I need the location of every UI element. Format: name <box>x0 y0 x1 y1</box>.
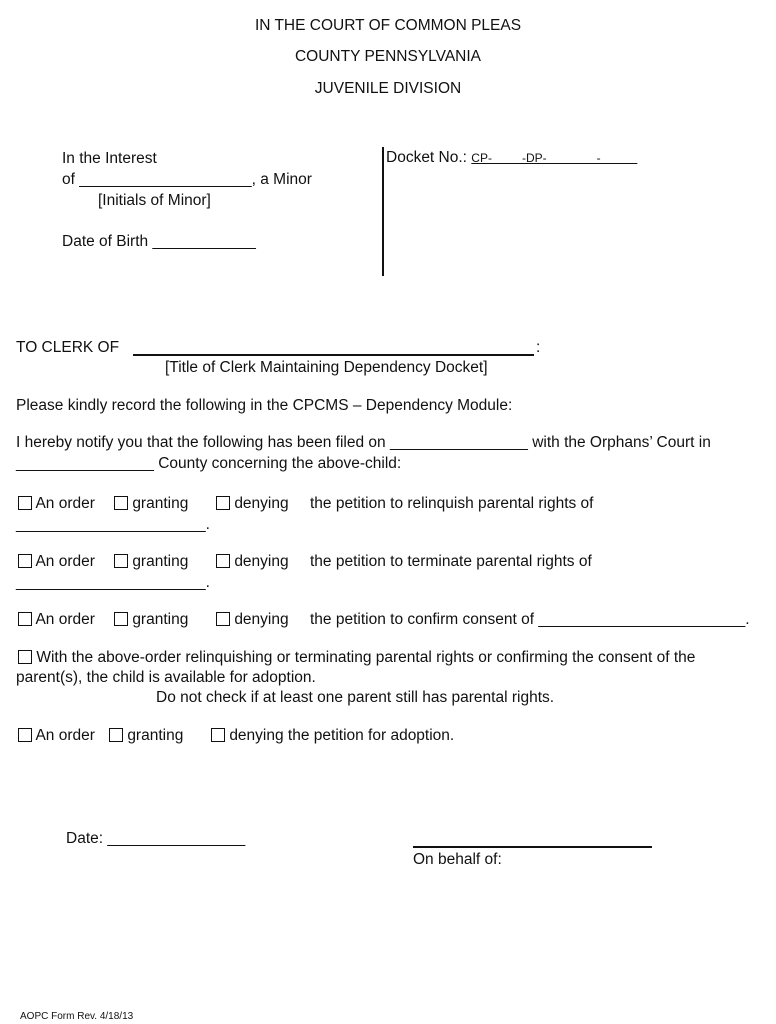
available-checkbox[interactable] <box>18 650 32 664</box>
relinquish-granting-checkbox[interactable] <box>114 496 128 510</box>
form-revision: AOPC Form Rev. 4/18/13 <box>20 1011 134 1022</box>
initials-note: [Initials of Minor] <box>98 192 211 209</box>
terminate-granting-row <box>114 553 188 571</box>
granting-label: granting <box>132 495 189 512</box>
an-order-label: An order <box>35 495 95 512</box>
confirm-order-row <box>18 611 95 629</box>
available-line-2: parent(s), the child is available for adoption. <box>16 669 316 686</box>
adoption-denying-checkbox[interactable] <box>211 728 225 742</box>
caption-divider <box>382 147 384 276</box>
granting-label: granting <box>127 727 184 744</box>
signature-line <box>413 846 652 848</box>
confirm-granting-row <box>114 611 188 629</box>
relinquish-text: the petition to relinquish parental rights of <box>310 495 594 512</box>
interest-line-1: In the Interest <box>62 150 157 167</box>
an-order-label: An order <box>35 727 95 744</box>
to-clerk-label: TO CLERK OF <box>16 339 120 356</box>
relinquish-order-checkbox[interactable] <box>18 496 32 510</box>
request-text: Please kindly record the following in the CPCMS – Dependency Module: <box>16 397 513 414</box>
relinquish-order-row <box>18 495 95 513</box>
confirm-granting-checkbox[interactable] <box>114 612 128 626</box>
terminate-order-checkbox[interactable] <box>18 554 32 568</box>
denying-label: denying <box>234 495 289 512</box>
confirm-text: the petition to confirm consent of ________________________. <box>310 611 750 628</box>
court-title: IN THE COURT OF COMMON PLEAS <box>254 17 522 34</box>
terminate-granting-checkbox[interactable] <box>114 554 128 568</box>
terminate-denying-checkbox[interactable] <box>216 554 230 568</box>
adoption-granting-checkbox[interactable] <box>109 728 123 742</box>
available-row <box>18 649 695 667</box>
relinquish-granting-row <box>114 495 188 513</box>
adoption-order-checkbox[interactable] <box>18 728 32 742</box>
docket-value: CP- -DP- - <box>471 151 638 165</box>
date-of-birth: Date of Birth ____________ <box>62 233 256 250</box>
relinquish-blank: ______________________. <box>16 516 210 533</box>
available-note: Do not check if at least one parent still has parental rights. <box>156 689 555 706</box>
clerk-title-note: [Title of Clerk Maintaining Dependency Docket] <box>165 359 488 376</box>
an-order-label: An order <box>35 611 95 628</box>
terminate-blank: ______________________. <box>16 574 210 591</box>
terminate-denying-row <box>216 553 289 571</box>
adoption-denying-row <box>211 727 454 745</box>
division-title: JUVENILE DIVISION <box>314 80 462 97</box>
granting-label: granting <box>132 553 189 570</box>
adoption-text: denying the petition for adoption. <box>229 727 455 744</box>
clerk-colon: : <box>536 339 541 356</box>
available-line-1: With the above-order relinquishing or terminating parental rights or confirming the consent of the <box>36 649 696 666</box>
clerk-title-line <box>133 354 534 356</box>
docket-label: Docket No.: <box>386 149 467 166</box>
confirm-denying-row <box>216 611 289 629</box>
date-field: Date: ________________ <box>66 830 246 847</box>
adoption-order-row <box>18 727 95 745</box>
adoption-granting-row <box>109 727 183 745</box>
confirm-order-checkbox[interactable] <box>18 612 32 626</box>
relinquish-denying-checkbox[interactable] <box>216 496 230 510</box>
confirm-denying-checkbox[interactable] <box>216 612 230 626</box>
notify-line-2: ________________ County concerning the above-child: <box>16 455 402 472</box>
terminate-order-row <box>18 553 95 571</box>
interest-line-2: of ____________________, a Minor <box>62 171 312 188</box>
relinquish-denying-row <box>216 495 289 513</box>
terminate-text: the petition to terminate parental rights of <box>310 553 592 570</box>
denying-label: denying <box>234 611 289 628</box>
granting-label: granting <box>132 611 189 628</box>
on-behalf-label: On behalf of: <box>413 851 502 868</box>
an-order-label: An order <box>35 553 95 570</box>
docket-number <box>386 149 637 167</box>
notify-line-1: I hereby notify you that the following has been filed on ________________ with the Orphans’ Court in <box>16 434 711 451</box>
county-title: COUNTY PENNSYLVANIA <box>294 48 482 65</box>
denying-label: denying <box>234 553 289 570</box>
